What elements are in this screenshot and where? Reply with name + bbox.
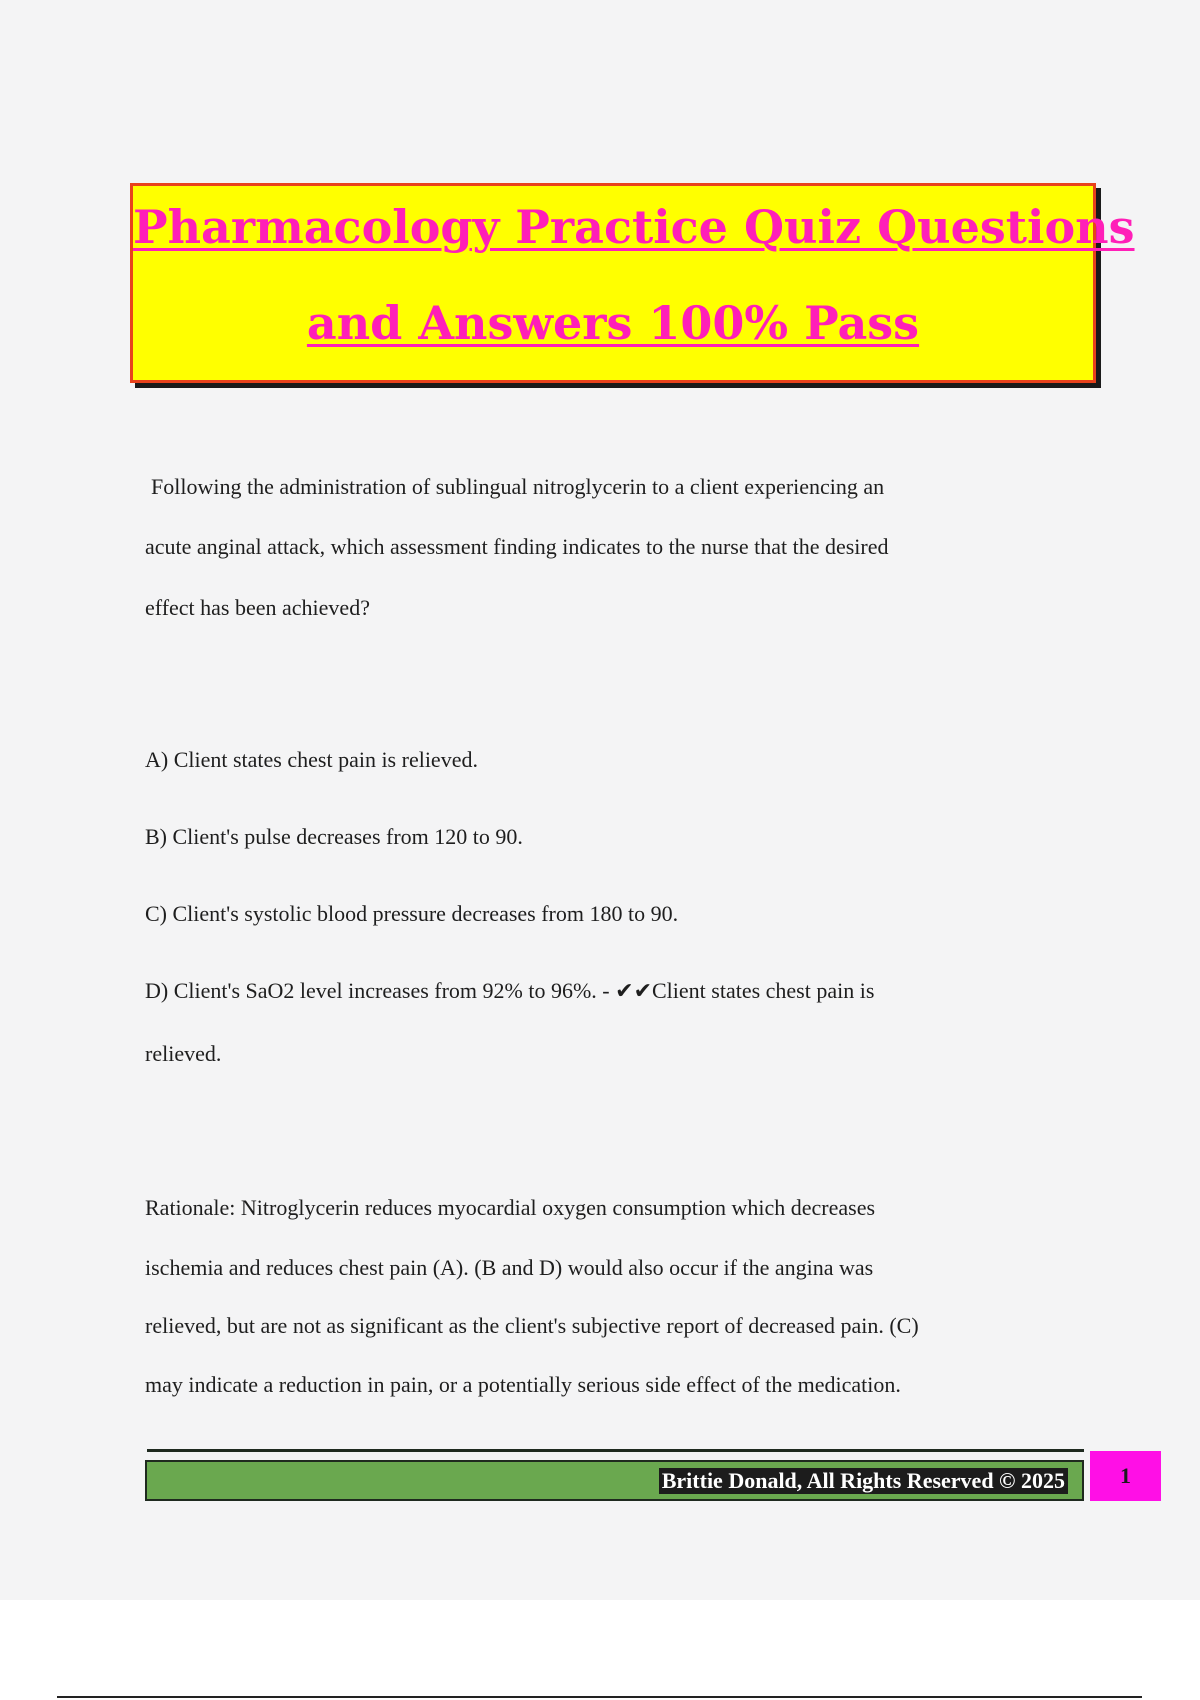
question-line: acute anginal attack, which assessment finding indicates to the nurse that the desired: [145, 534, 889, 559]
title-line-1: Pharmacology Practice Quiz Questions: [133, 200, 1135, 254]
bottom-divider: [57, 1696, 1142, 1698]
question-line: effect has been achieved?: [145, 595, 370, 620]
copyright-text: Brittie Donald, All Rights Reserved © 2025: [659, 1468, 1068, 1494]
footer-divider: [147, 1449, 1084, 1452]
rationale-line: ischemia and reduces chest pain (A). (B and D) would also occur if the angina was: [145, 1255, 874, 1280]
title-line-2: and Answers 100% Pass: [306, 296, 920, 350]
option-d-continued: relieved.: [145, 1041, 222, 1066]
option-c: C) Client's systolic blood pressure decreases from 180 to 90.: [145, 901, 679, 926]
page-number: 1: [1090, 1451, 1161, 1501]
option-a: A) Client states chest pain is relieved.: [145, 747, 478, 772]
title-box: [130, 183, 1135, 383]
footer-bar: [145, 1460, 1084, 1501]
rationale-line: relieved, but are not as significant as the client's subjective report of decreased pain. (C): [145, 1313, 919, 1338]
rationale-line: Rationale: Nitroglycerin reduces myocardial oxygen consumption which decreases: [145, 1195, 876, 1220]
question-line: Following the administration of sublingual nitroglycerin to a client experiencing an: [151, 474, 885, 499]
option-d: D) Client's SaO2 level increases from 92% to 96%. - ✔✔Client states chest pain is: [145, 978, 875, 1003]
option-b: B) Client's pulse decreases from 120 to 90.: [145, 824, 523, 849]
rationale-line: may indicate a reduction in pain, or a potentially serious side effect of the medication.: [145, 1372, 901, 1397]
